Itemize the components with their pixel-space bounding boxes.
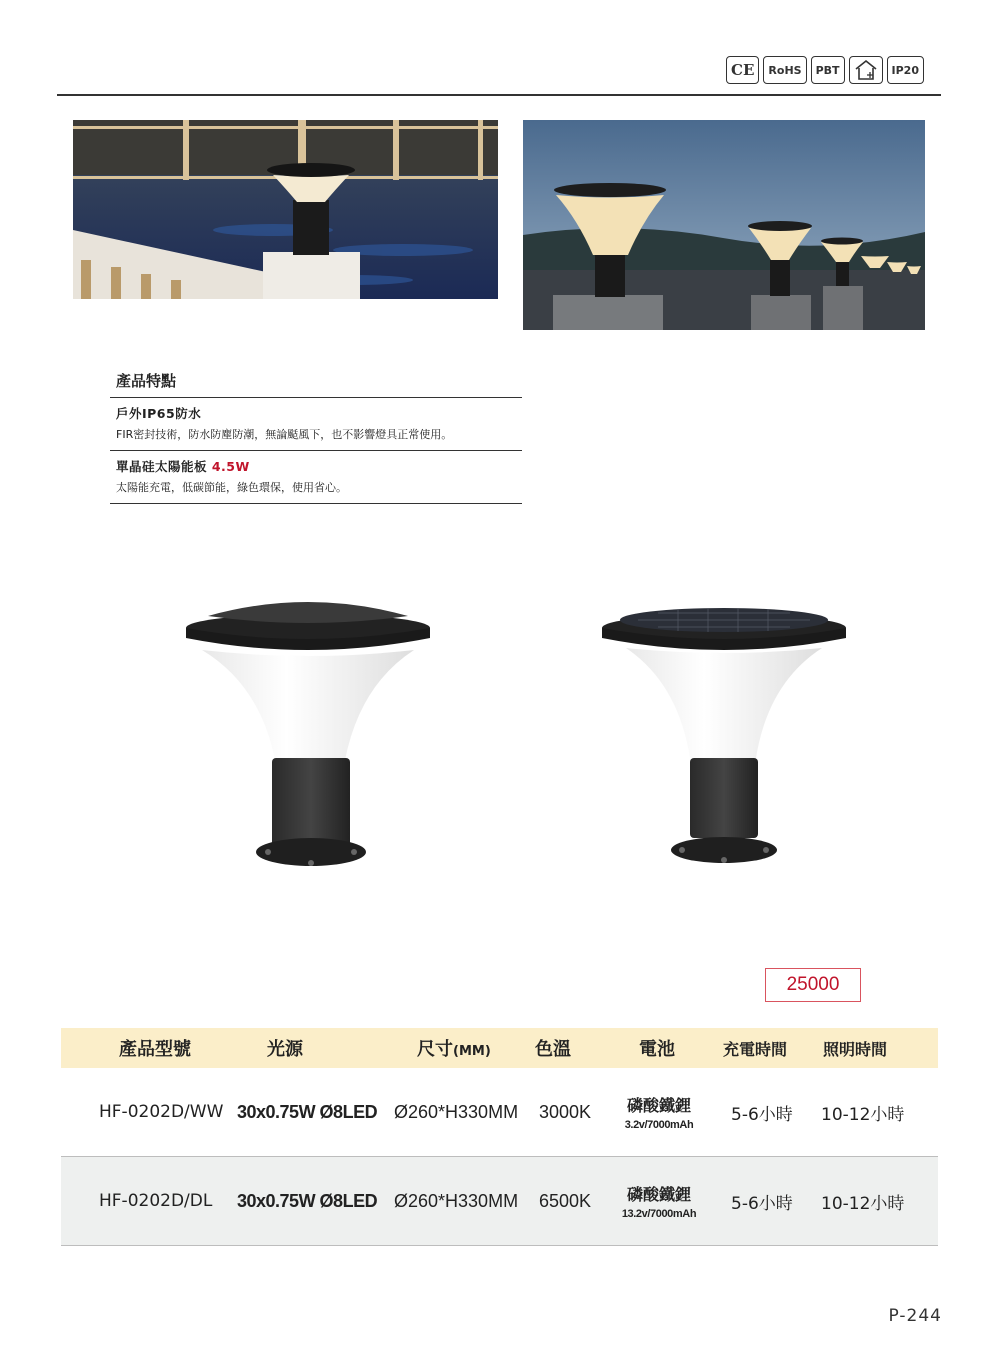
indoor-house-icon: [849, 56, 883, 84]
battery-type: 磷酸鐵鋰: [626, 1096, 691, 1115]
table-header: [61, 1028, 938, 1068]
lamp-product-image-dl: [598, 598, 850, 877]
header-divider: [57, 94, 941, 96]
feature-heading: [116, 404, 522, 422]
table-row: [61, 1157, 938, 1246]
header-color-temp: 色溫: [535, 1039, 571, 1060]
header-model: 產品型號: [119, 1039, 191, 1060]
header-lighting-time: 照明時間: [823, 1040, 888, 1059]
feature-description: 太陽能充電，低碳節能，綠色環保，使用省心。: [116, 481, 347, 494]
cell-size: Ø260*H330MM: [394, 1101, 519, 1122]
ce-mark: CE: [726, 56, 759, 84]
feature-heading-text: 單晶硅太陽能板: [116, 459, 212, 474]
cell-light-source: 30x0.75W Ø8LED: [237, 1101, 378, 1122]
pbt-mark: PBT: [811, 56, 845, 84]
battery-type: 磷酸鐵鋰: [626, 1185, 691, 1204]
certification-badges: [726, 56, 924, 84]
cell-model: HF-0202D/WW: [99, 1102, 224, 1122]
header-size: [417, 1028, 491, 1068]
page-number: P-244: [888, 1306, 942, 1326]
battery-spec: 3.2v/7000mAh: [624, 1119, 694, 1131]
cell-lighting-time: 10-12小時: [821, 1104, 905, 1125]
header-size-unit: (MM): [453, 1044, 491, 1059]
ip20-mark: IP20: [887, 56, 924, 84]
lamp-product-image-ww: [180, 590, 436, 879]
header-light-source: 光源: [267, 1039, 303, 1060]
header-battery: 電池: [639, 1039, 675, 1060]
cell-color-temp: 3000K: [539, 1101, 592, 1122]
product-features: [110, 370, 522, 504]
features-title: 產品特點: [110, 370, 522, 398]
feature-heading: [116, 457, 522, 475]
cell-charge-time: 5-6小時: [731, 1193, 793, 1214]
cell-color-temp: 6500K: [539, 1190, 592, 1211]
cell-lighting-time: 10-12小時: [821, 1193, 905, 1214]
table-row: [61, 1068, 938, 1157]
feature-item: [110, 398, 522, 451]
pool-lamp-photo: [73, 120, 498, 299]
feature-highlight: 4.5W: [211, 459, 250, 474]
cell-model: HF-0202D/DL: [99, 1191, 213, 1211]
dusk-lamps-photo: [523, 120, 925, 330]
rohs-mark: RoHS: [763, 56, 806, 84]
cell-light-source: 30x0.75W Ø8LED: [237, 1190, 378, 1211]
cell-charge-time: 5-6小時: [731, 1104, 793, 1125]
header-size-label: 尺寸: [417, 1039, 453, 1060]
price-tag: 25000: [765, 968, 861, 1002]
cell-battery: [599, 1068, 719, 1156]
header-charge-time: 充電時間: [723, 1040, 788, 1059]
cell-battery: [599, 1157, 719, 1245]
feature-description: FIR密封技術，防水防塵防潮，無論颳風下，也不影響燈具正常使用。: [116, 428, 453, 441]
battery-spec: 13.2v/7000mAh: [621, 1208, 697, 1220]
feature-item: [110, 451, 522, 504]
feature-heading-text: 戶外IP65防水: [116, 406, 202, 421]
cell-size: Ø260*H330MM: [394, 1190, 519, 1211]
spec-table: [61, 1028, 938, 1246]
